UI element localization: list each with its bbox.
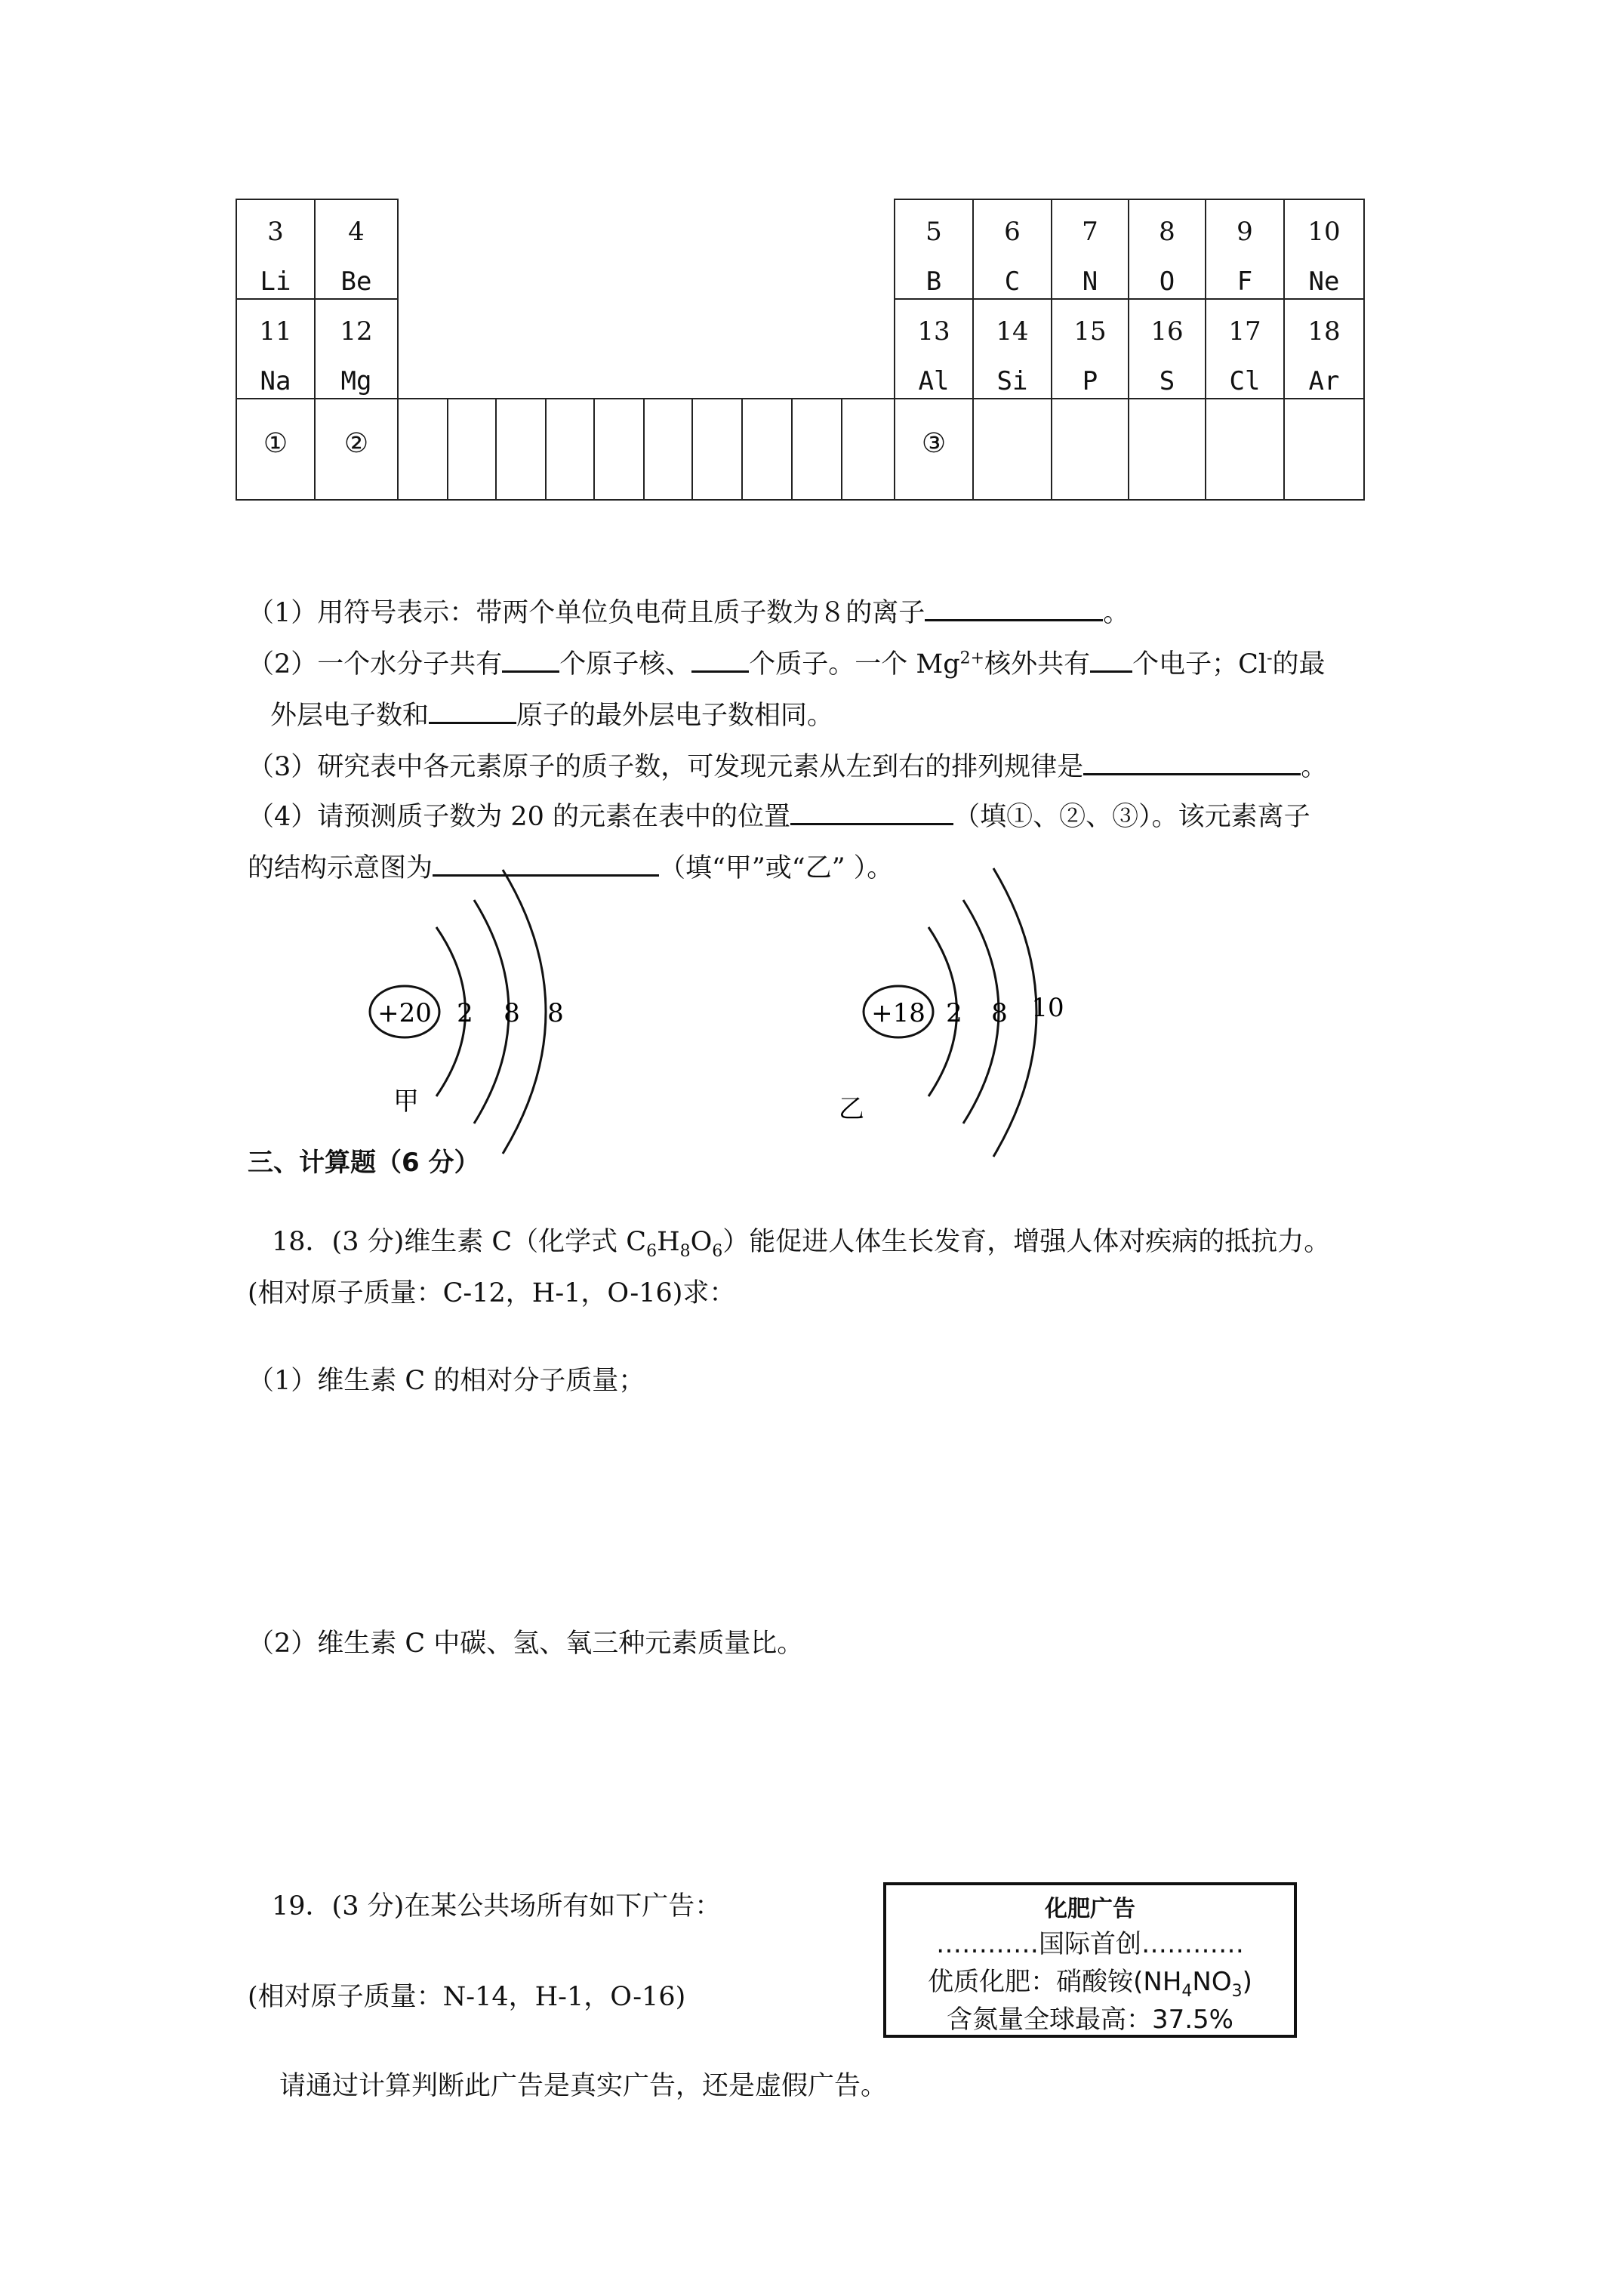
atomic-number: 7 <box>1082 217 1098 247</box>
cell-period4-11 <box>791 398 842 501</box>
cell-al <box>894 298 974 399</box>
element-symbol: P <box>1082 366 1098 396</box>
atomic-number: 4 <box>348 217 365 247</box>
element-symbol: Mg <box>340 366 372 396</box>
question-2-text-c: 个质子。一个 Mg <box>749 649 960 680</box>
position-mark: ① <box>263 428 288 459</box>
atomic-number: 8 <box>1159 217 1175 247</box>
q18-text-b: ）能促进人体生长发育，增强人体对疾病的抵抗力。 <box>722 1227 1331 1257</box>
element-symbol: S <box>1159 366 1175 396</box>
cell-period4-15 <box>1051 398 1129 501</box>
element-symbol: Cl <box>1229 366 1261 396</box>
answer-blank[interactable] <box>691 648 749 673</box>
question-2-text-d: 核外共有 <box>984 649 1091 680</box>
atomic-number: 17 <box>1228 316 1261 347</box>
cell-f <box>1205 199 1285 300</box>
cell-o <box>1128 199 1206 300</box>
cell-ar <box>1283 298 1365 399</box>
element-symbol: Si <box>996 366 1028 396</box>
atomic-number: 15 <box>1073 316 1107 347</box>
question-4-line1 <box>248 800 1310 831</box>
element-symbol: N <box>1082 267 1098 297</box>
ad-subtitle: 国际首创 <box>1039 1929 1141 1959</box>
question-2-text-h: 原子的最外层电子数相同。 <box>516 701 834 731</box>
atomic-number: 5 <box>925 217 942 247</box>
question-2-line2 <box>270 699 833 729</box>
atomic-number: 12 <box>340 316 373 347</box>
cell-period4-12 <box>841 398 895 501</box>
element-symbol: C <box>1004 267 1021 297</box>
periodic-table <box>0 0 1623 529</box>
q18-text-a: 18．(3 分)维生素 C（化学式 C <box>272 1227 647 1257</box>
ad-dots-left: ………… <box>936 1929 1039 1959</box>
cell-period4-8 <box>643 398 693 501</box>
ad-product-text-b: NO <box>1192 1967 1232 1997</box>
element-symbol: Be <box>340 267 372 297</box>
atomic-number: 10 <box>1307 217 1341 247</box>
cell-be <box>314 199 399 300</box>
subscript: 3 <box>1231 1981 1243 2001</box>
cell-period4-7 <box>593 398 645 501</box>
cell-period4-13 <box>894 398 974 501</box>
ad-product-text-c: ) <box>1242 1967 1252 1997</box>
ion-diagram-yi <box>839 861 1102 1185</box>
charge-superscript: 2+ <box>959 649 985 668</box>
atomic-number: 14 <box>996 316 1029 347</box>
subscript: 6 <box>646 1242 658 1261</box>
cell-s <box>1128 298 1206 399</box>
cell-period4-3 <box>397 398 448 501</box>
question-2-text-f: 的最 <box>1272 649 1326 680</box>
answer-blank[interactable] <box>429 699 516 724</box>
question-4-text-a: （4）请预测质子数为 20 的元素在表中的位置 <box>248 802 791 832</box>
question-2-text-e: 个电子；Cl <box>1132 649 1267 680</box>
cell-period4-10 <box>741 398 793 501</box>
question-2-text-b: 个原子核、 <box>559 649 692 680</box>
shell-electrons-3: 10 <box>1031 993 1064 1023</box>
cell-period4-6 <box>545 398 595 501</box>
diagram-label: 乙 <box>839 1094 864 1124</box>
ad-title: 化肥广告 <box>1045 1896 1135 1922</box>
shell-electrons-2: 8 <box>504 998 520 1028</box>
ad-claim: 含氮量全球最高：37.5% <box>946 2005 1233 2035</box>
q18-text-h: H <box>657 1227 680 1257</box>
diagram-label: 甲 <box>393 1086 419 1117</box>
atomic-number: 18 <box>1307 316 1341 347</box>
cell-cl <box>1205 298 1285 399</box>
question-2-text-a: （2）一个水分子共有 <box>248 649 503 680</box>
shell-electrons-3: 8 <box>547 998 564 1028</box>
ad-dots-right: ………… <box>1141 1929 1244 1959</box>
cell-period4-17 <box>1205 398 1285 501</box>
question-4-text-b: （填①、②、③）。该元素离子 <box>953 802 1310 832</box>
element-symbol: Ne <box>1308 267 1340 297</box>
cell-period4-18 <box>1283 398 1365 501</box>
element-symbol: Li <box>260 267 291 297</box>
cell-period4-14 <box>972 398 1052 501</box>
question-18-sub1: （1）维生素 C 的相对分子质量； <box>248 1366 645 1396</box>
nucleus-charge: +20 <box>377 998 432 1028</box>
cell-ne <box>1283 199 1365 300</box>
shell-electrons-1: 2 <box>457 998 473 1028</box>
answer-blank[interactable] <box>502 648 559 673</box>
cell-period4-16 <box>1128 398 1206 501</box>
atomic-number: 11 <box>259 316 292 347</box>
question-19-line1: 19．(3 分)在某公共场所有如下广告： <box>272 1891 722 1922</box>
element-symbol: Al <box>918 366 950 396</box>
cell-period4-4 <box>447 398 497 501</box>
position-mark: ② <box>343 428 369 459</box>
question-4-text-d: （填“甲”或“乙” ）。 <box>659 853 894 883</box>
cell-period4-5 <box>495 398 547 501</box>
answer-blank[interactable] <box>790 800 953 825</box>
cell-period4-9 <box>691 398 743 501</box>
shell-electrons-2: 8 <box>991 998 1008 1028</box>
atomic-number: 9 <box>1236 217 1253 247</box>
cell-b <box>894 199 974 300</box>
cell-n <box>1051 199 1129 300</box>
atomic-number: 3 <box>267 217 284 247</box>
shell-electrons-1: 2 <box>946 998 962 1028</box>
question-19-line2: (相对原子质量：N-14，H-1，O-16) <box>248 1982 686 2012</box>
subscript: 4 <box>1181 1981 1193 2001</box>
element-symbol: O <box>1159 267 1175 297</box>
question-1 <box>248 596 1129 627</box>
cell-period4-1 <box>236 398 316 501</box>
ad-subtitle-row <box>886 1923 1294 1960</box>
fertilizer-ad <box>883 1882 1297 2038</box>
element-symbol: Ar <box>1308 366 1340 396</box>
answer-blank[interactable] <box>925 596 1103 621</box>
question-3-end: 。 <box>1301 752 1328 782</box>
q18-text-o: O <box>690 1227 713 1257</box>
question-18-line2: (相对原子质量：C-12，H-1，O-16)求： <box>248 1278 736 1308</box>
charge-superscript: - <box>1267 649 1273 668</box>
cell-na <box>236 298 316 399</box>
position-mark: ③ <box>921 428 947 459</box>
ion-diagram-jia <box>355 861 604 1185</box>
cell-mg <box>314 298 399 399</box>
atomic-number: 16 <box>1150 316 1184 347</box>
question-18-sub2: （2）维生素 C 中碳、氢、氧三种元素质量比。 <box>248 1629 804 1659</box>
section-heading: 三、计算题（6 分） <box>248 1148 480 1178</box>
nucleus-charge: +18 <box>871 998 925 1028</box>
question-19-line3: 请通过计算判断此广告是真实广告，还是虚假广告。 <box>279 2071 888 2101</box>
subscript: 6 <box>712 1242 723 1261</box>
question-3 <box>248 750 1327 781</box>
cell-li <box>236 199 316 300</box>
element-symbol: B <box>925 267 942 297</box>
element-symbol: F <box>1236 267 1253 297</box>
subscript: 8 <box>679 1242 691 1261</box>
question-2-text-g: 外层电子数和 <box>270 701 430 731</box>
question-4-text-c: 的结构示意图为 <box>248 853 433 883</box>
question-18-line1 <box>272 1229 1330 1260</box>
question-1-text: （1）用符号表示：带两个单位负电荷且质子数为８的离子 <box>248 598 925 628</box>
cell-period4-2 <box>314 398 399 501</box>
atomic-number: 6 <box>1004 217 1021 247</box>
answer-blank[interactable] <box>1083 750 1301 775</box>
cell-si <box>972 298 1052 399</box>
question-1-end: 。 <box>1103 598 1130 628</box>
ad-product-text: 优质化肥：硝酸铵(NH <box>928 1967 1182 1997</box>
cell-p <box>1051 298 1129 399</box>
atomic-number: 13 <box>917 316 950 347</box>
question-2-line1 <box>248 648 1326 678</box>
answer-blank[interactable] <box>1090 648 1132 673</box>
ad-product-row <box>886 1961 1294 2001</box>
cell-c <box>972 199 1052 300</box>
element-symbol: Na <box>260 366 291 396</box>
question-3-text: （3）研究表中各元素原子的质子数，可发现元素从左到右的排列规律是 <box>248 752 1084 782</box>
